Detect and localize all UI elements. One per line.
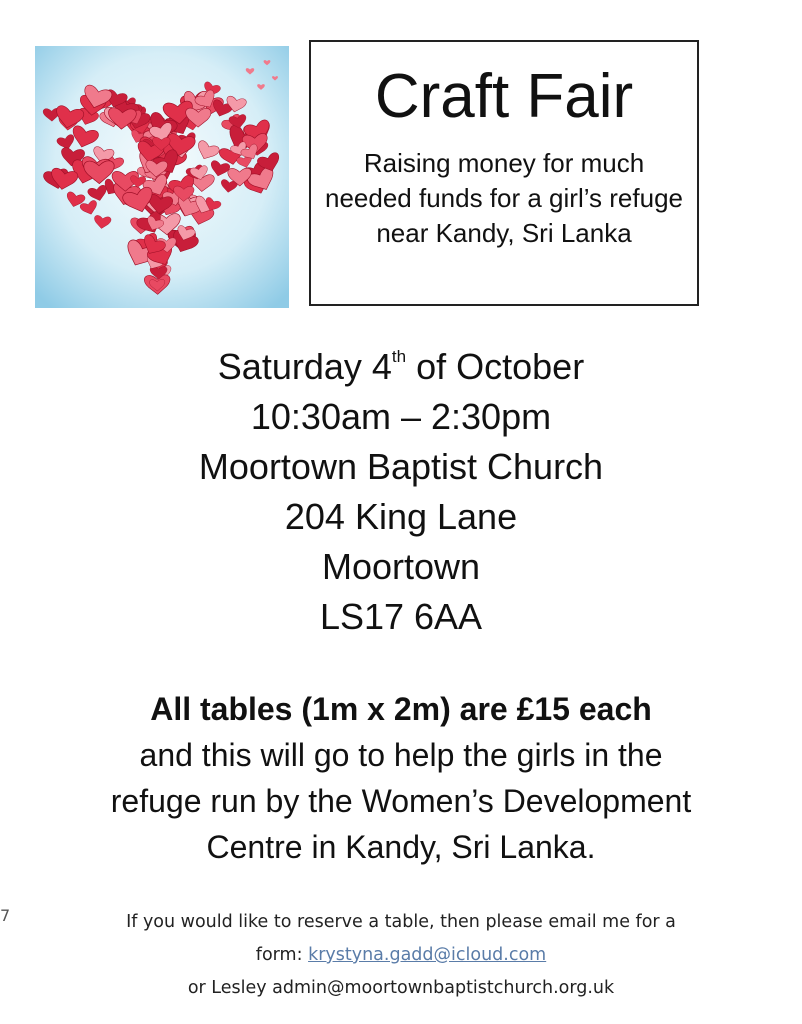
event-street: 204 King Lane [284,496,518,537]
email-link-krystyna[interactable]: krystyna.gadd@icloud.com [308,945,547,965]
form-label: form: [255,945,309,965]
event-area: Moortown [321,546,481,587]
flyer-title: Craft Fair [374,62,634,131]
event-time: 10:30am – 2:30pm [250,396,552,437]
heart-image [35,46,289,308]
title-box [309,40,699,306]
table-pricing-line-3: Centre in Kandy, Sri Lanka. [206,829,596,865]
contact-info [0,906,802,1005]
event-date-ordinal: th [391,347,407,366]
edge-mark: 7 [0,906,11,925]
table-pricing-line-2: refuge run by the Women’s Development [110,783,692,819]
contact-line-3: or Lesley admin@moortownbaptistchurch.org.uk [187,978,615,998]
table-pricing-headline: All tables (1m x 2m) are £15 each [150,691,652,727]
contact-line-1: If you would like to reserve a table, then please email me for a [126,912,676,932]
event-date-rest: of October [406,346,585,387]
table-pricing [0,686,802,870]
contact-line-2 [0,939,802,972]
event-date [0,342,802,392]
event-date-prefix: Saturday 4 [217,346,392,387]
event-details [0,342,802,642]
table-pricing-line-1: and this will go to help the girls in the [139,737,663,773]
event-venue: Moortown Baptist Church [198,446,604,487]
heart-of-hearts-illustration [35,46,289,308]
event-postcode: LS17 6AA [319,596,483,637]
flyer-subtitle: Raising money for much needed funds for a girl’s refuge near Kandy, Sri Lanka [325,148,683,248]
